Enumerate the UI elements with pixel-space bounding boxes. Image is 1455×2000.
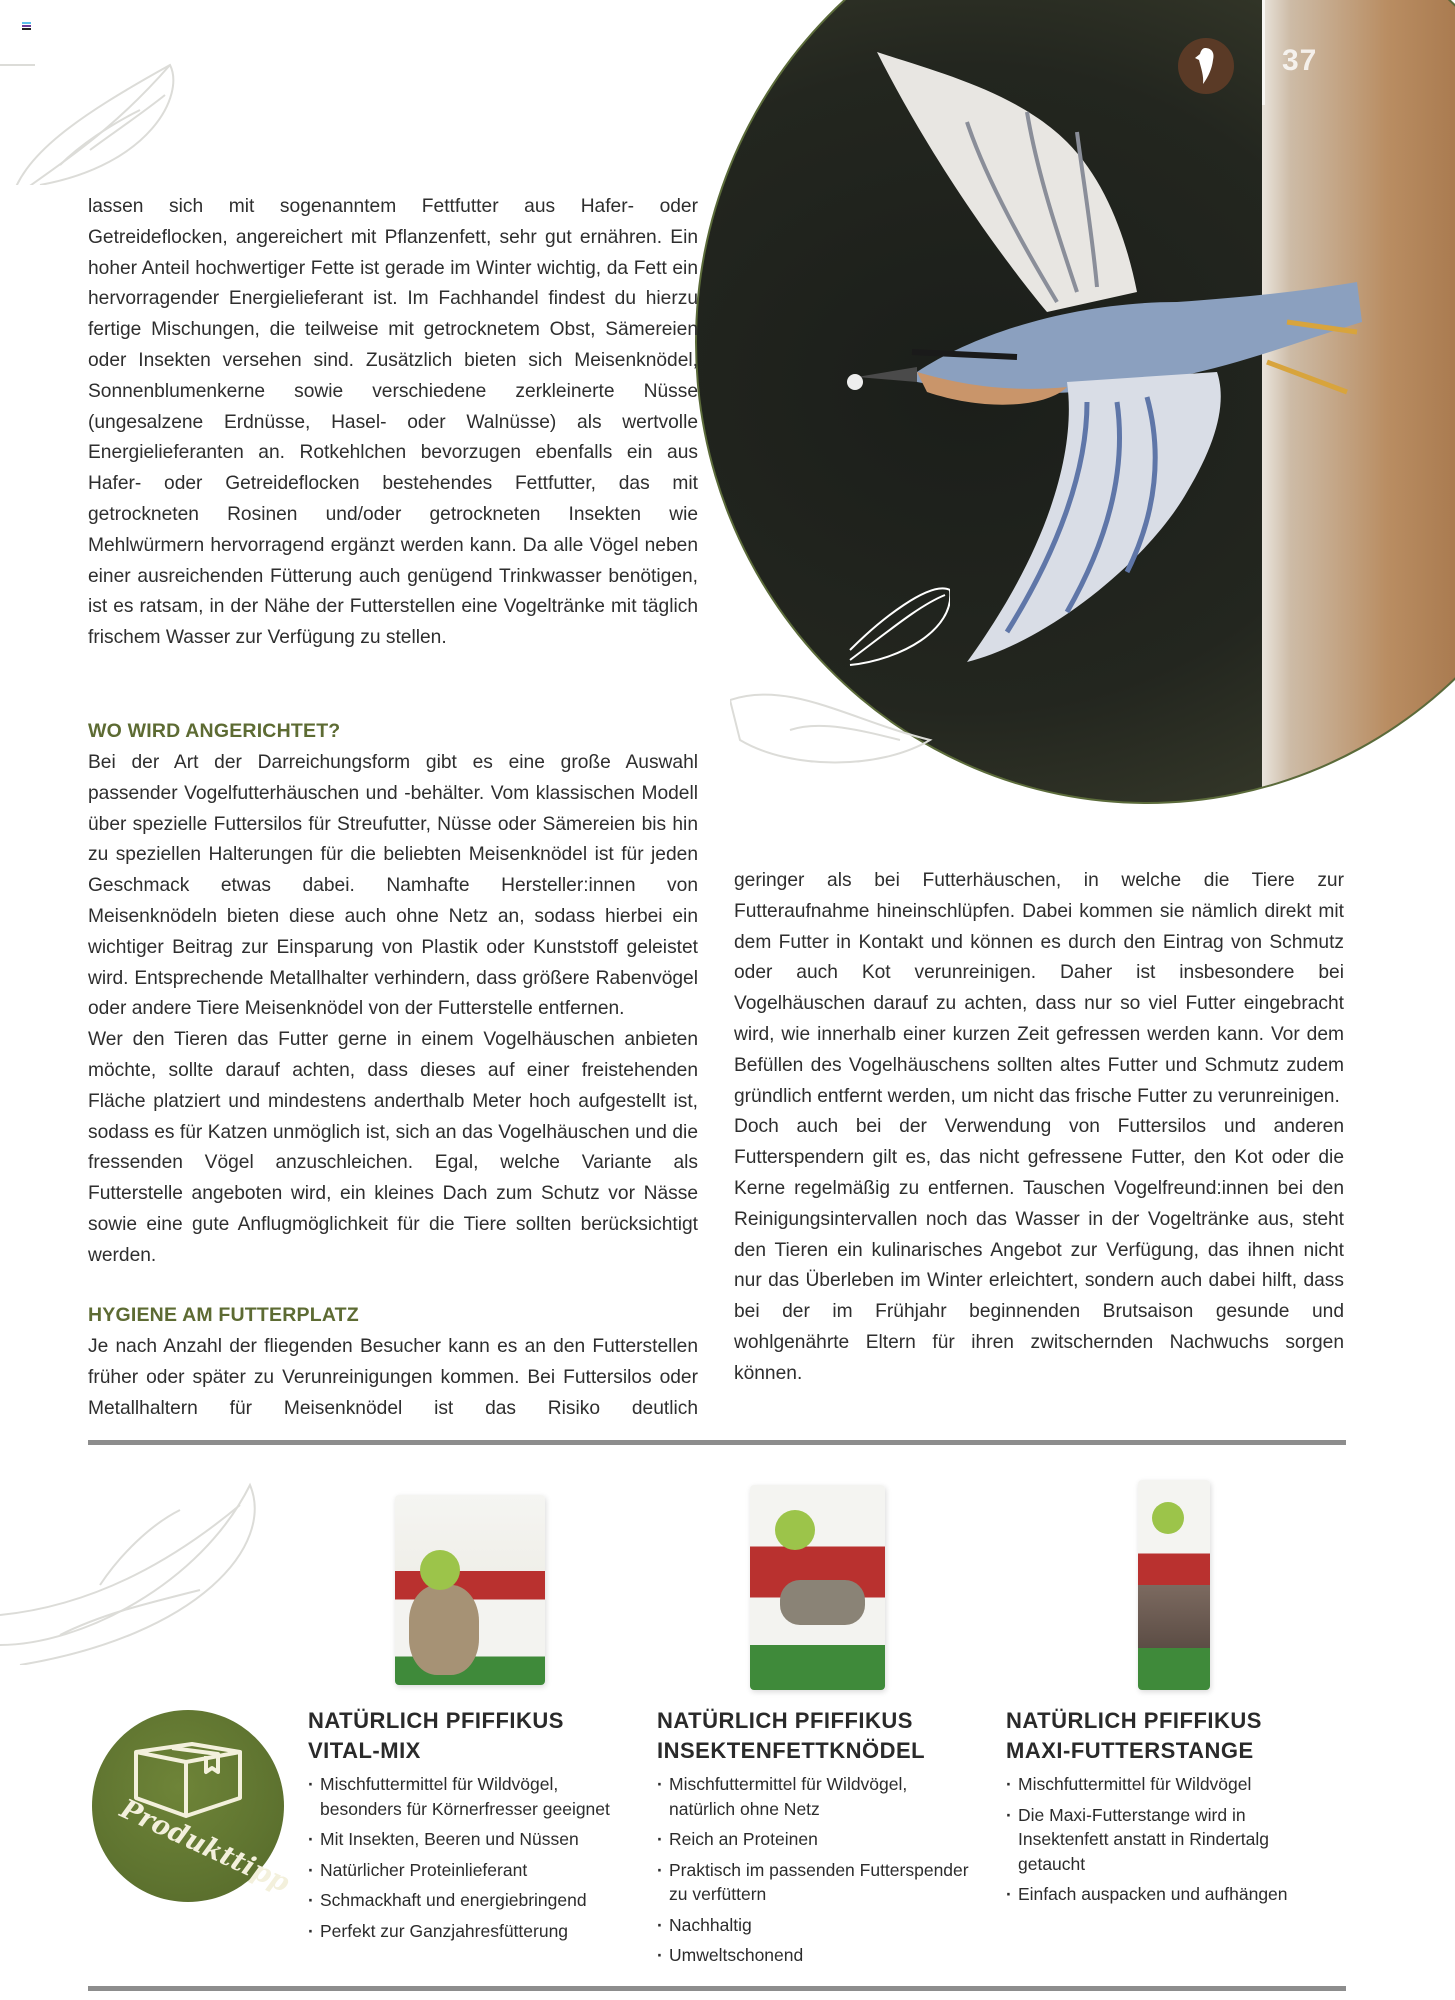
section-paragraph: Wer den Tieren das Futter gerne in einem Vogelhäuschen anbieten möchte, sollte darauf achten, dass dieses auf einer freistehenden Fläche platziert und mindestens anderthalb Meter hoch aufgestellt ist, sodass es für Katzen unmöglich ist, sich an das Vogelhäuschen und die fressenden Vögel anzuschleichen. Egal, welche Variante als Futterstelle angeboten wird, ein kleines Dach zum Schutz vor Nässe sowie eine gute Anflugmöglichkeit für die Tiere sollten berücksichtigt werden. bbox=[88, 1029, 698, 1266]
product-title bbox=[308, 1706, 628, 1766]
product-title-line1: NATÜRLICH PFIFFIKUS bbox=[308, 1708, 564, 1733]
product-title-line1: NATÜRLICH PFIFFIKUS bbox=[657, 1708, 913, 1733]
product-vital-mix bbox=[308, 1706, 628, 1949]
product-feature-list bbox=[308, 1772, 628, 1943]
feather-decoration-icon bbox=[730, 570, 950, 780]
page-number-divider bbox=[1262, 0, 1265, 105]
product-title bbox=[657, 1706, 977, 1766]
corner-marker-icon bbox=[22, 22, 31, 31]
product-feature-list bbox=[657, 1772, 977, 1968]
product-title-line1: NATÜRLICH PFIFFIKUS bbox=[1006, 1708, 1262, 1733]
section-paragraph: Bei der Art der Darreichungsform gibt es eine große Auswahl passender Vogelfutterhäuschen und -behälter. Vom klassischen Modell über spezielle Futtersilos für Streufutter, Nüsse oder Sämereien bis hin zu speziellen Halterungen für die beliebten Meisenknödel ist für jeden Geschmack etwas dabei. Namhafte Hersteller:innen von Meisenknödeln bieten diese auch ohne Netz an, sodass hierbei ein wichtiger Beitrag zur Einsparung von Plastik oder Kunststoff geleistet wird. Entsprechende Metallhalter verhindern, dass größere Rabenvögel oder andere Tiere Meisenknödel von der Futterstelle entfernen. bbox=[88, 752, 698, 1020]
produkttipp-label: Produkttipp bbox=[115, 1793, 295, 1899]
section-heading: HYGIENE AM FUTTERPLATZ bbox=[88, 1304, 359, 1326]
section-heading: WO WIRD ANGERICHTET? bbox=[88, 720, 341, 742]
product-feature: · Perfekt zur Ganzjahresfütterung bbox=[308, 1919, 628, 1944]
product-feature: · Mischfuttermittel für Wildvögel bbox=[1006, 1772, 1326, 1797]
product-title-line2: MAXI-FUTTERSTANGE bbox=[1006, 1738, 1254, 1763]
product-feature: · Natürlicher Proteinlieferant bbox=[308, 1858, 628, 1883]
product-title bbox=[1006, 1706, 1326, 1766]
product-feature-list bbox=[1006, 1772, 1326, 1907]
product-feature: · Nachhaltig bbox=[657, 1913, 977, 1938]
product-image-insektenfettknoedel bbox=[750, 1485, 890, 1695]
woodpecker-icon bbox=[1178, 38, 1234, 94]
feather-decoration-icon bbox=[0, 1465, 285, 1665]
product-feature: · Mischfuttermittel für Wildvögel, natürlich ohne Netz bbox=[657, 1772, 977, 1821]
section-wo-wird-angerichtet bbox=[88, 716, 698, 1272]
product-maxi-futterstange bbox=[1006, 1706, 1326, 1913]
product-image-vital-mix bbox=[385, 1495, 555, 1690]
product-image-maxi-futterstange bbox=[1138, 1480, 1218, 1695]
section-paragraph: Doch auch bei der Verwendung von Futtersilos und anderen Futterspendern gilt es, das nicht gefressene Futter, den Kot oder die Kerne regelmäßig zu entfernen. Tauschen Vogelfreund:innen bei den Reinigungsintervallen noch das Wasser in der Vogeltränke aus, steht den Tieren ein kulinarisches Angebot zur Verfügung, das ihnen nicht nur das Überleben im Winter erleichtert, sondern auch dabei hilft, dass bei der im Frühjahr beginnenden Brutsaison gesunde und wohlgenährte Eltern für ihren zwitschernden Nachwuchs sorgen können. bbox=[734, 1116, 1344, 1384]
section-paragraph: Je nach Anzahl der fliegenden Besucher kann es an den Futterstellen früher oder später zu Verunreinigungen kommen. Bei Futtersilos oder Metallhaltern für Meisenknödel ist das Risiko deutlich bbox=[88, 1336, 698, 1419]
product-feature: · Mischfuttermittel für Wildvögel, besonders für Körnerfresser geeignet bbox=[308, 1772, 628, 1821]
divider-rule bbox=[88, 1986, 1346, 1991]
product-feature: · Die Maxi-Futterstange wird in Insektenfett anstatt in Rindertalg getaucht bbox=[1006, 1803, 1326, 1877]
intro-paragraph: lassen sich mit sogenanntem Fettfutter aus Hafer- oder Getreideflocken, angereichert mit Pflanzenfett, sehr gut ernähren. Ein hoher Anteil hochwertiger Fette ist gerade im Winter wichtig, da Fett ein hervorragender Energielieferant ist. Im Fachhandel findest du hierzu fertige Mischungen, die teilweise mit getrocknetem Obst, Sämereien oder Insekten versehen sind. Zusätzlich bieten sich Meisenknödel, Sonnenblumenkerne sowie verschiedene zerkleinerte Nüsse (ungesalzene Erdnüsse, Hasel- oder Walnüsse) als wertvolle Energielieferanten an. Rotkehlchen bevorzugen ebenfalls ein aus Hafer- oder Getreideflocken bestehendes Fettfutter, das mit getrockneten Rosinen und/oder getrockneten Insekten wie Mehlwürmern hervorragend ergänzt werden kann. Da alle Vögel neben einer ausreichenden Fütterung auch genügend Trinkwasser benötigen, ist es ratsam, in der Nähe der Futterstellen eine Vogeltränke mit täglich frischem Wasser zur Verfügung zu stellen. bbox=[88, 196, 698, 649]
product-feature: · Einfach auspacken und aufhängen bbox=[1006, 1882, 1326, 1907]
product-title-line2: INSEKTENFETTKNÖDEL bbox=[657, 1738, 926, 1763]
product-feature: · Reich an Proteinen bbox=[657, 1827, 977, 1852]
divider-rule bbox=[88, 1440, 1346, 1445]
product-insektenfettknoedel bbox=[657, 1706, 977, 1974]
product-feature: · Schmackhaft und energiebringend bbox=[308, 1888, 628, 1913]
product-title-line2: VITAL-MIX bbox=[308, 1738, 421, 1763]
page-number: 37 bbox=[1282, 44, 1318, 77]
article-intro bbox=[88, 192, 698, 654]
feather-decoration-icon bbox=[0, 55, 185, 185]
product-feature: · Praktisch im passenden Futterspender zu verfüttern bbox=[657, 1858, 977, 1907]
product-feature: · Umweltschonend bbox=[657, 1943, 977, 1968]
section-hygiene-continued bbox=[734, 866, 1344, 1390]
product-feature: · Mit Insekten, Beeren und Nüssen bbox=[308, 1827, 628, 1852]
section-hygiene bbox=[88, 1300, 698, 1424]
section-paragraph: geringer als bei Futterhäuschen, in welche die Tiere zur Futteraufnahme hineinschlüpfen. Dabei kommen sie nämlich direkt mit dem Futter in Kontakt und können es durch den Eintrag von Schmutz oder auch Kot verunreinigen. Daher ist insbesondere bei Vogelhäuschen darauf zu achten, dass nur so viel Futter eingebracht wird, wie innerhalb einer kurzen Zeit gefressen werden kann. Vor dem Befüllen des Vogelhäuschens sollten altes Futter und Schmutz zudem gründlich entfernt werden, um nicht das frische Futter zu verunreinigen. bbox=[734, 870, 1344, 1107]
produkttipp-badge bbox=[92, 1710, 295, 1902]
